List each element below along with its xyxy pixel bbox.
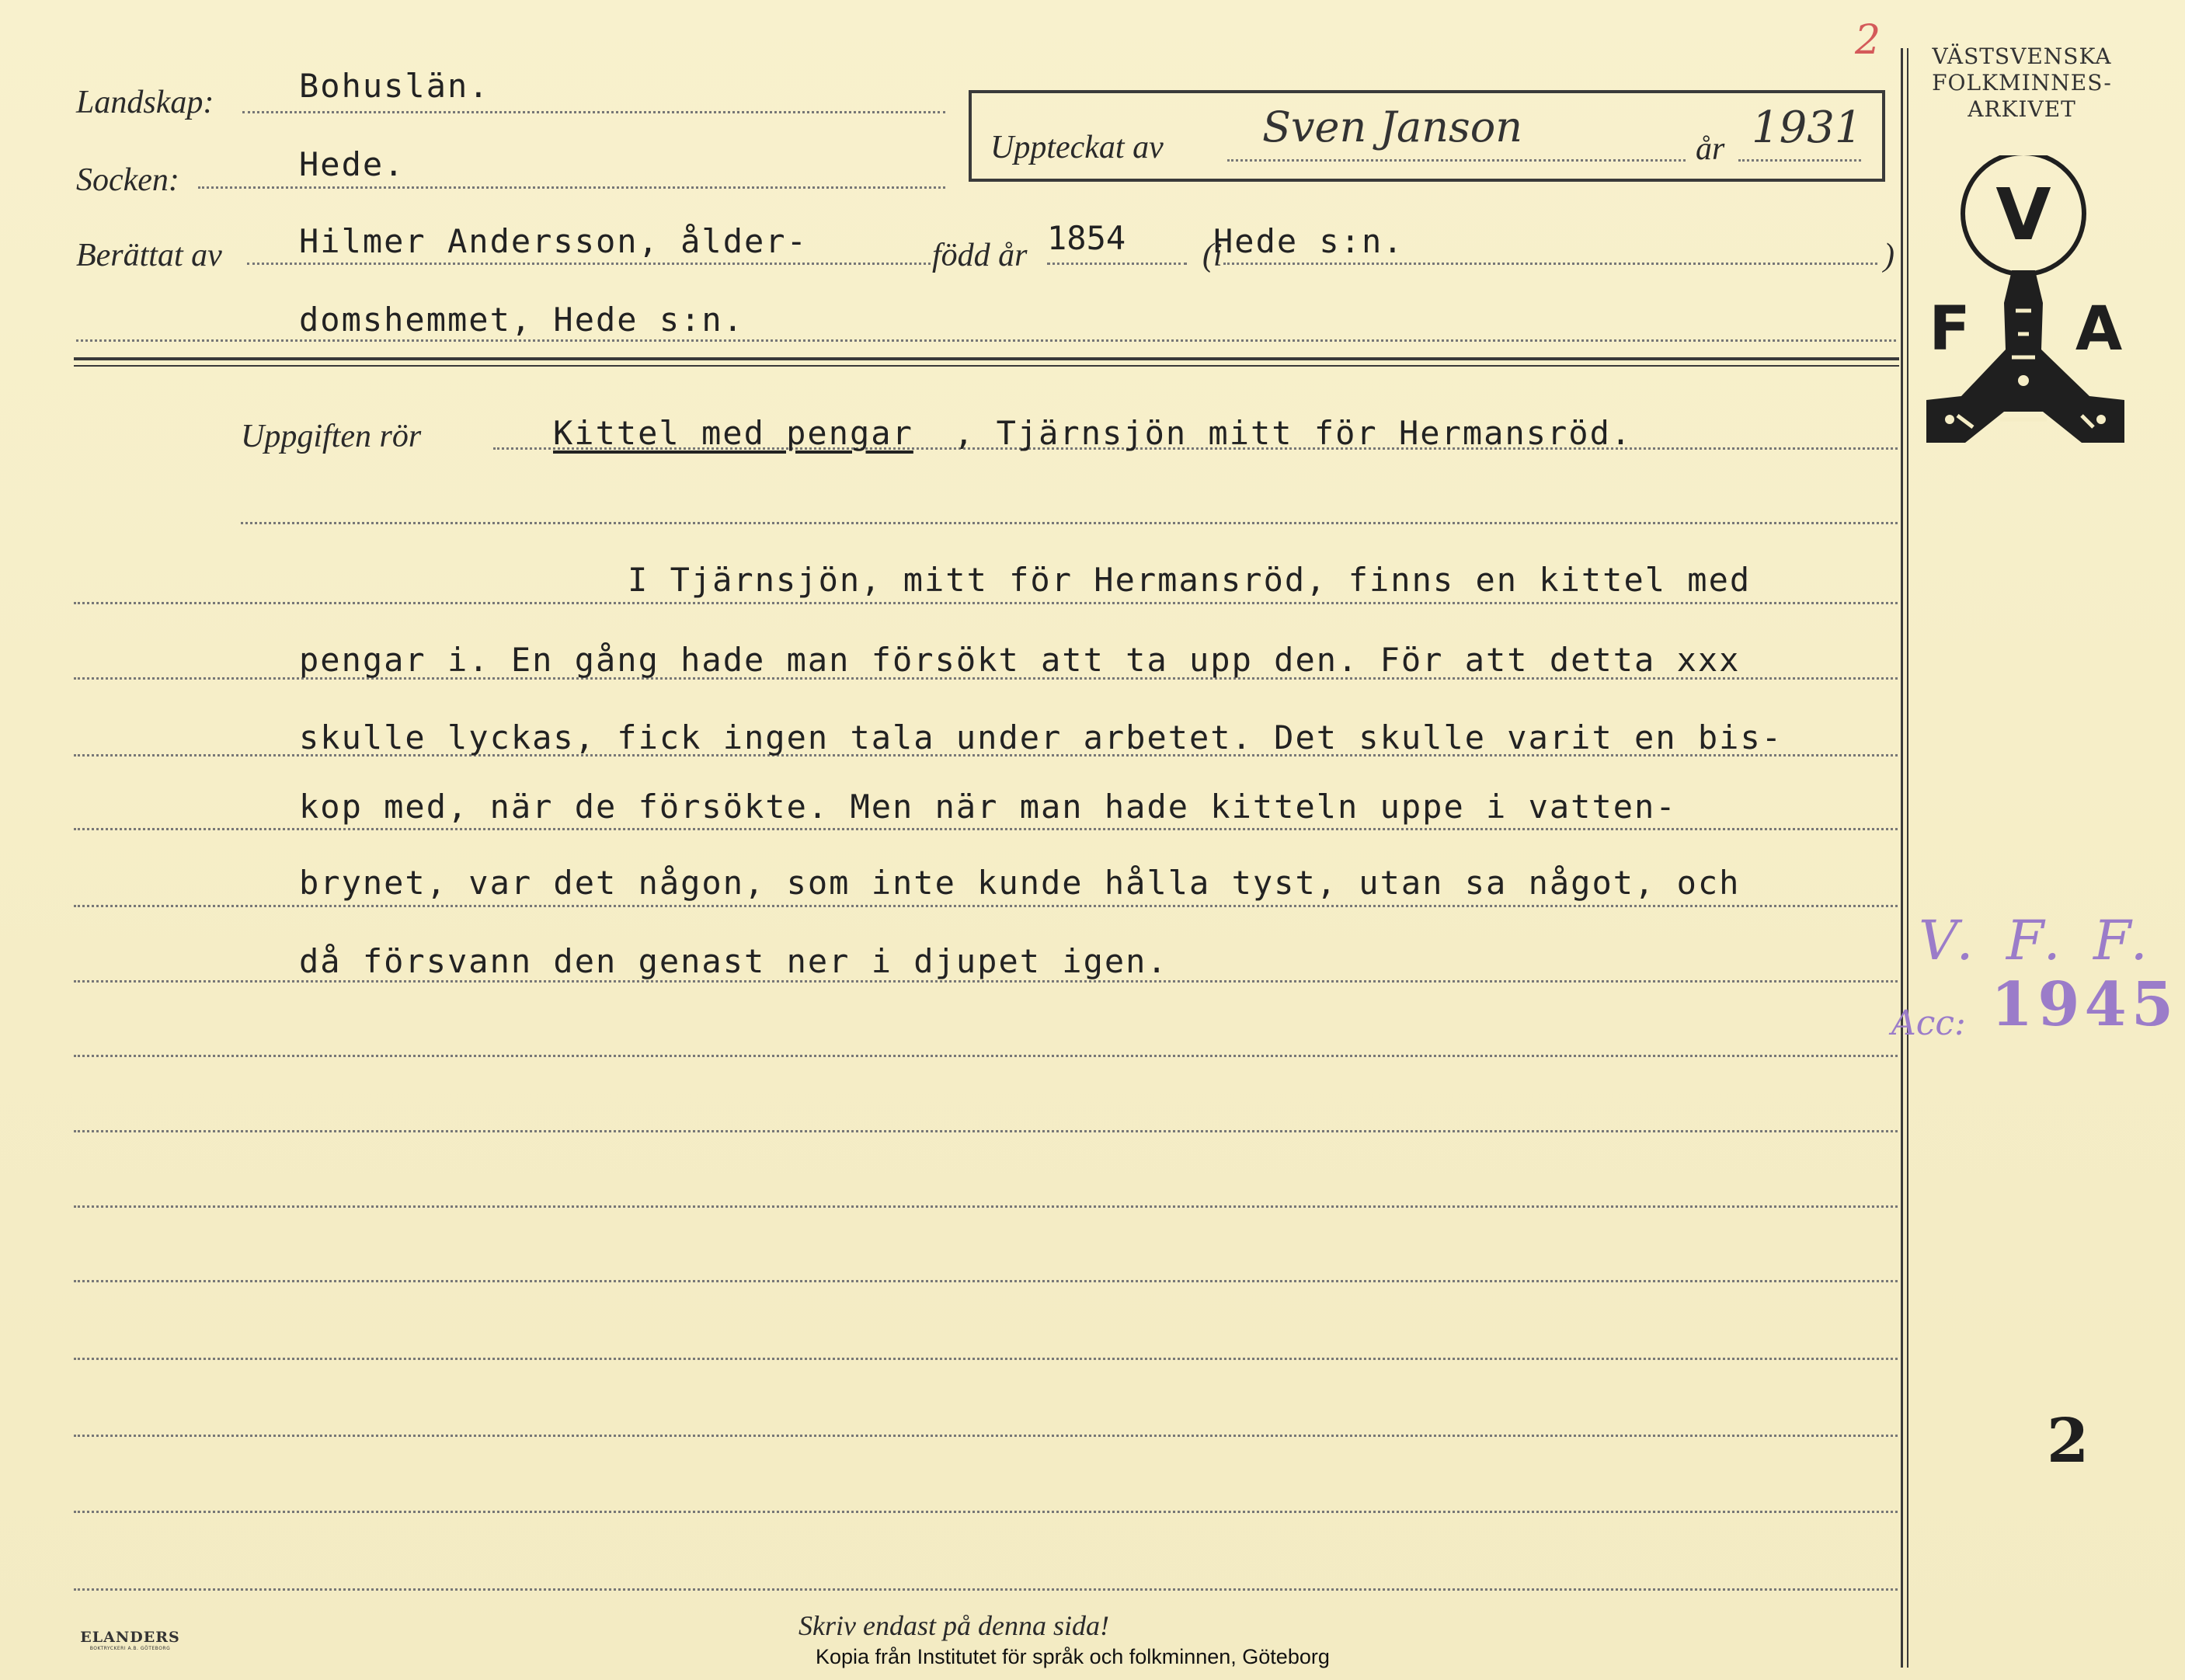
landskap-value: Bohuslän. [299, 67, 490, 105]
archive-name-line-2: FOLKMINNES- [1932, 70, 2112, 96]
subject-value-rest: , Tjärnsjön mitt för Hermansröd. [954, 414, 1633, 452]
logo-letter-a: A [2075, 294, 2123, 364]
stamp-vff: V. F. F. [1919, 909, 2155, 972]
page-number: 2 [2047, 1406, 2089, 1477]
body-line-2: pengar i. En gång hade man försökt att ta upp den. För att detta xxx [299, 641, 1741, 679]
ruled-line [74, 1435, 1898, 1437]
berattat-line-2 [76, 339, 1896, 342]
footer-instruction: Skriv endast på denna sida! [798, 1610, 1109, 1641]
ruled-line [74, 980, 1898, 983]
subject-value-underlined: Kittel med pengar [553, 414, 913, 452]
printer-name: ELANDERS [80, 1629, 180, 1646]
upptecknat-label: Uppteckat av [990, 130, 1164, 165]
ruled-line [74, 1130, 1898, 1132]
ruled-line [74, 1055, 1898, 1057]
body-line-3: skulle lyckas, fick ingen tala under arbetet. Det skulle varit en bis- [299, 718, 1783, 757]
berattat-value-2: domshemmet, Hede s:n. [299, 301, 745, 339]
fodd-year: 1854 [1047, 219, 1126, 257]
ruled-line [74, 1588, 1898, 1591]
berattat-value-1: Hilmer Andersson, ålder- [299, 222, 808, 260]
ar-label: år [1696, 131, 1725, 167]
ar-line [1738, 159, 1861, 162]
header-rule-bottom [74, 365, 1899, 367]
berattat-label: Berättat av [76, 238, 222, 273]
fodd-place-value: Hede s:n. [1213, 222, 1404, 260]
printer-mark [66, 1629, 194, 1651]
stamp-acc-number: 1945 [1991, 969, 2179, 1040]
subject-label: Uppgiften rör [241, 419, 422, 454]
ruled-line [74, 905, 1898, 907]
body-line-5: brynet, var det någon, som inte kunde hålla tyst, utan sa något, och [299, 864, 1741, 902]
ruled-line [74, 1511, 1898, 1513]
ruled-line [74, 602, 1898, 604]
body-line-4: kop med, när de försökte. Men när man hade kitteln uppe i vatten- [299, 788, 1677, 826]
berattat-line-1 [247, 263, 931, 265]
subject-line-2 [241, 522, 1898, 524]
ruled-line [74, 1205, 1898, 1208]
logo-letter-f: F [1929, 294, 1971, 364]
landskap-label: Landskap: [76, 85, 214, 120]
margin-rule-inner [1907, 48, 1908, 1668]
recorder-signature: Sven Janson [1262, 103, 1523, 151]
body-line-6: då försvann den genast ner i djupet igen. [299, 942, 1168, 980]
fodd-line [1047, 263, 1187, 265]
body-line-1: I Tjärnsjön, mitt för Hermansröd, finns en kittel med [628, 561, 1752, 599]
stamp-acc-label: Acc: [1891, 1003, 1966, 1043]
ruled-line [74, 1358, 1898, 1360]
margin-rule [1901, 48, 1903, 1668]
archive-logo-icon [1926, 155, 2128, 458]
printer-sub: BOKTRYCKERI A.B. GÖTEBORG [89, 1646, 171, 1651]
archive-name-line-3: ARKIVET [1968, 96, 2076, 122]
upptecknat-line [1227, 159, 1686, 162]
socken-line [198, 186, 945, 189]
ruled-line [74, 1280, 1898, 1282]
header-rule-top [74, 357, 1899, 360]
ruled-line [74, 828, 1898, 830]
socken-label: Socken: [76, 162, 179, 198]
fodd-place-open: (i [1202, 238, 1223, 273]
fodd-label: född år [932, 238, 1028, 273]
archive-name [1917, 43, 2127, 123]
year-handwritten: 1931 [1752, 103, 1863, 153]
copy-note: Kopia från Institutet för språk och folkminnen, Göteborg [816, 1645, 1330, 1668]
fodd-place-line [1223, 263, 1877, 265]
logo-letter-v: V [1995, 173, 2051, 256]
fodd-place-close: ) [1884, 238, 1894, 273]
archive-name-line-1: VÄSTSVENSKA [1932, 43, 2112, 69]
landskap-line [242, 111, 945, 113]
corner-mark: 2 [1855, 17, 1881, 64]
socken-value: Hede. [299, 145, 405, 183]
